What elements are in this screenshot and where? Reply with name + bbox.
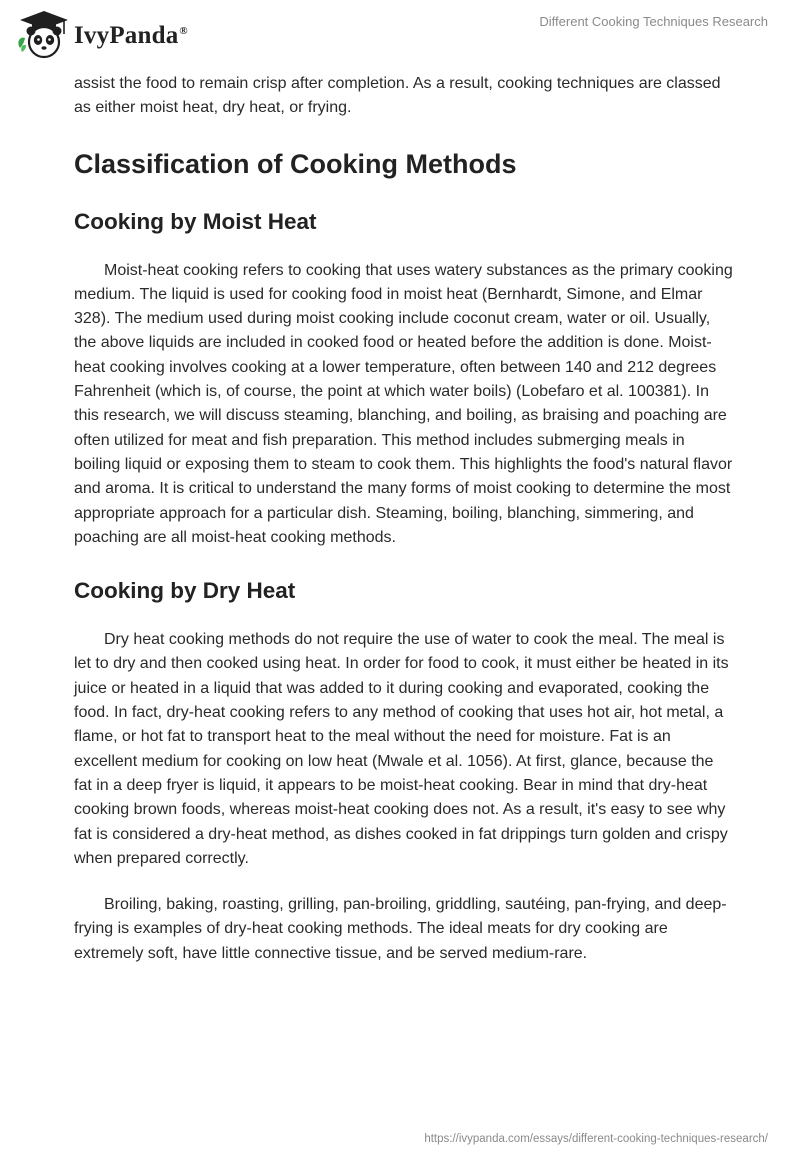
page-header [0, 0, 800, 62]
section-heading: Classification of Cooking Methods [74, 148, 517, 179]
article-body [74, 70, 734, 966]
document-title: Different Cooking Techniques Research [539, 14, 768, 29]
dry-heat-paragraph-1: Dry heat cooking methods do not require the use of water to cook the meal. The meal is let to dry and then cooked using heat. In order for food to cook, it must either be heated in its juice or heated in a liquid that was added to it during cooking and evaporated, cooking the food. In fact, dry-heat cooking refers to any method of cooking that uses hot air, hot metal, a flame, or hot fat to transport heat to the meal without the need for moisture. Fat is an excellent medium for cooking on low heat (Mwale et al. 1056). At first, glance, because the fat in a deep fryer is liquid, it appears to be moist-heat cooking. Bear in mind that dry-heat cooking brown foods, whereas moist-heat cooking does not. As a result, it's easy to see why fat is considered a dry-heat method, as dishes cooked in fat drippings turn golden and crispy when prepared correctly. [74, 631, 729, 867]
intro-paragraph: assist the food to remain crisp after completion. As a result, cooking techniques are classed as either moist heat, dry heat, or frying. [74, 75, 721, 117]
panda-graduate-icon [16, 8, 72, 60]
source-url[interactable]: https://ivypanda.com/essays/different-cooking-techniques-research/ [424, 1133, 768, 1145]
dry-heat-paragraph-2: Broiling, baking, roasting, grilling, pan-broiling, griddling, sautéing, pan-frying, and deep-frying is examples of dry-heat cooking methods. The ideal meats for dry cooking are extremely soft, have little connective tissue, and be served medium-rare. [74, 896, 727, 962]
subsection-heading-dry: Cooking by Dry Heat [74, 578, 296, 604]
moist-heat-paragraph: Moist-heat cooking refers to cooking that uses watery substances as the primary cooking medium. The liquid is used for cooking food in moist heat (Bernhardt, Simone, and Elmar 328). The medium used during moist cooking include coconut cream, water or oil. Usually, the above liquids are included in cooked food or heated before the addition is done. Moist-heat cooking involves cooking at a lower temperature, often between 140 and 212 degrees Fahrenheit (which is, of course, the point at which water boils) (Lobefaro et al. 100381). In this research, we will discuss steaming, blanching, and boiling, as braising and poaching are often utilized for meat and fish preparation. This method includes submerging meals in boiling liquid or exposing them to steam to cook them. This highlights the food's natural flavor and aroma. It is critical to understand the many forms of moist cooking to determine the most appropriate approach for a particular dish. Steaming, boiling, blanching, simmering, and poaching are all moist-heat cooking methods. [74, 261, 733, 546]
ivypanda-logo[interactable] [16, 8, 188, 60]
brand-name: IvyPanda® [74, 22, 188, 49]
subsection-heading-moist: Cooking by Moist Heat [74, 208, 317, 234]
